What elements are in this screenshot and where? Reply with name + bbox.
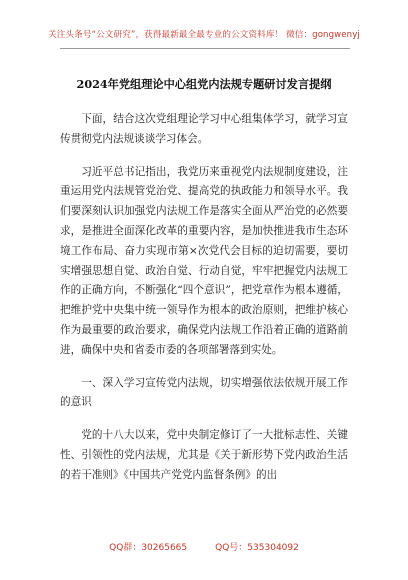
document-title: 2024年党组理论中心组党内法规专题研讨发言提纲 <box>76 77 332 91</box>
paragraph-intro: 下面，结合这次党组理论学习中心组集体学习，就学习宣传贯彻党内法规谈谈学习体会。 <box>60 113 348 145</box>
header-banner: 关注头条号“公文研究”，获得最新最全最专业的公文资料库！ 微信：gongwenyj <box>48 30 360 40</box>
footer-qq-group: QQ群：30265665 <box>109 543 188 553</box>
paragraph-section-body: 党的十八大以来，党中央制定修订了一大批标志性、关键性、引领性的党内法规，尤其是《关于新形势下党内政治生活的若干准则》《中国共产党党内监督条例》的出 <box>60 429 348 481</box>
footer-contact <box>0 540 408 553</box>
paragraph-main: 习近平总书记指出，我党历来重视党内法规制度建设，注重运用党内法规管党治党、提高党的执政能力和领导水平。我们要深刻认识加强党内法规工作是落实全面从严治党的必然要求，是推进全面深化改革的重要内容，是加快推进我市生态环境工作布局、奋力实现市第×次党代会目标的迫切需要，要切实增强思想自觉、政治自觉、行动自觉，牢牢把握党内法规工作的正确方向，不断强化“四个意识”，把党章作为根本遵循，把维护党中央集中统一领导作为根本的政治原则，把维护核心作为最重要的政治要求，确保党内法规工作沿着正确的道路前进，确保中央和省委市委的各项部署落到实处。 <box>60 165 348 356</box>
footer-qq-number: QQ号：535304092 <box>215 543 299 553</box>
header-divider <box>60 48 350 49</box>
section-heading: 一、深入学习宣传党内法规，切实增强依法依规开展工作的意识 <box>60 376 348 409</box>
document-body <box>60 110 348 499</box>
